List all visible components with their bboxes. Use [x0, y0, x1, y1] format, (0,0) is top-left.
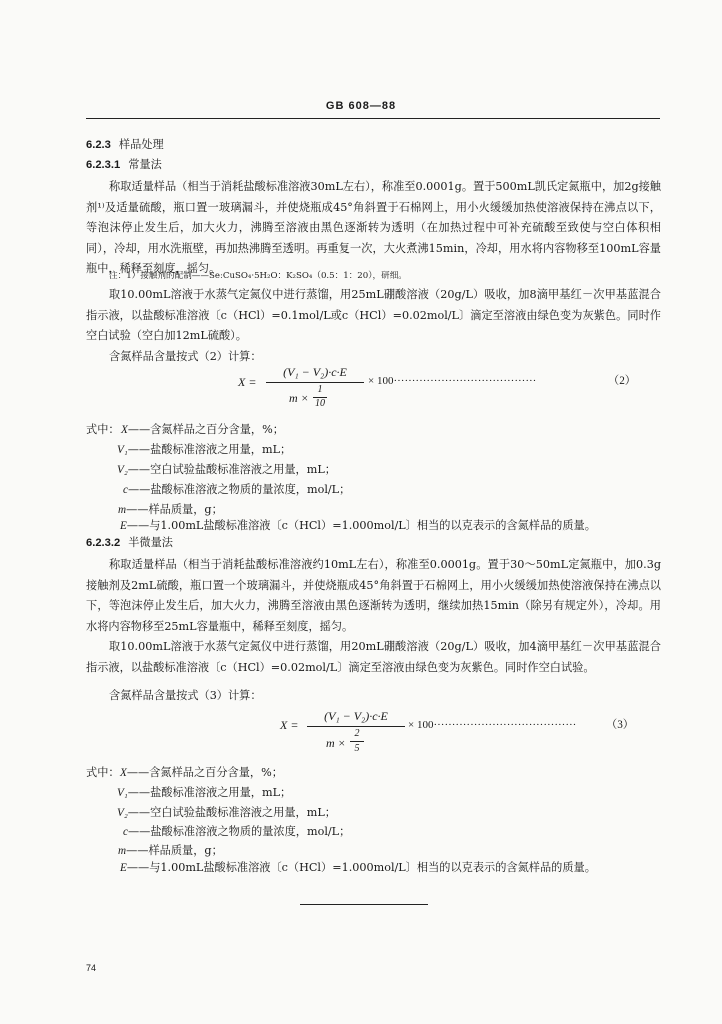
paragraph-distillation-macro: 取10.00mL溶液于水蒸气定氮仪中进行蒸馏，用25mL硼酸溶液（20g/L）吸收，加8滴甲基红－次甲基蓝混合指示液，以盐酸标准溶液〔c（HCl）=0.1mol/L或c（HCl）=0.02mol/L〕滴定至溶液由绿色变为灰紫色。同时作空白试验（空白加12mL硫酸）。	[86, 288, 661, 343]
definition-item: c——盐酸标准溶液之物质的量浓度，mol/L；	[123, 483, 351, 496]
header-rule	[86, 118, 660, 119]
denominator-fraction-denominator: 5	[354, 743, 360, 754]
formula-tail: × 100·······································	[368, 375, 537, 387]
paragraph-procedure-macro: 称取适量样品（相当于消耗盐酸标准溶液30mL左右），称准至0.0001g。置于500mL凯氏定氮瓶中，加2g接触剂¹⁾及适量硫酸，瓶口置一玻璃漏斗，并使烧瓶成45°角斜置于石棉网上，用小火缓缓加热使溶液保持在沸点以下，等泡沫停止发生后，加大火力，沸腾至溶液由黑色逐渐转为透明（在加热过程中可补充硫酸至致使与空白体积相同），冷却，用水洗瓶壁，再加热沸腾至透明。再重复一次，大火煮沸15min，冷却，用水将内容物移至100mL容量瓶中，稀释至刻度，摇匀。	[86, 180, 661, 276]
definition-item: E——与1.00mL盐酸标准溶液〔c（HCl）=1.000mol/L〕相当的以克表示的含氮样品的质量。	[120, 861, 596, 874]
equation-number: （2）	[608, 375, 636, 387]
definition-item: X——含氮样品之百分含量，%；	[120, 766, 283, 779]
fraction-bar	[307, 726, 405, 727]
definition-item: m——样品质量，g；	[118, 844, 223, 857]
formula-intro-2: 含氮样品含量按式（2）计算：	[109, 350, 262, 363]
section-title: 常量法	[128, 158, 162, 171]
formula-numerator: (V₁ − V₂)·c·E	[283, 365, 347, 379]
paragraph-distillation-semimicro: 取10.00mL溶液于水蒸气定氮仪中进行蒸馏，用20mL硼酸溶液（20g/L）吸收，加4滴甲基红－次甲基蓝混合指示液，以盐酸标准溶液〔c（HCl）=0.02mol/L〕滴定至溶液由绿色变为灰紫色。同时作空白试验。	[86, 640, 661, 674]
formula-lhs: X =	[238, 375, 257, 389]
denominator-fraction-numerator: 2	[354, 728, 360, 739]
definition-item: V₂——空白试验盐酸标准溶液之用量，mL；	[117, 463, 336, 476]
definitions-label: 式中：	[86, 766, 120, 779]
section-number: 6.2.3	[86, 139, 111, 151]
formula-lhs: X =	[280, 718, 299, 732]
equation-number: （3）	[606, 719, 634, 731]
document-header: GB 608—88	[325, 100, 397, 112]
section-number: 6.2.3.1	[86, 159, 121, 171]
definition-item: m——样品质量，g；	[118, 503, 223, 516]
section-title: 样品处理	[118, 138, 164, 151]
definition-item: c——盐酸标准溶液之物质的量浓度，mol/L；	[123, 825, 351, 838]
footnote-catalyst: 注：1）接触剂的配制——SeːCuSO₄·5H₂O：K₂SO₄（0.5：1：20），研细。	[109, 271, 407, 281]
section-heading-6-2-3-2	[86, 537, 173, 549]
fraction-bar	[266, 382, 364, 383]
section-heading-6-2-3	[86, 139, 164, 151]
formula-denominator-prefix: m ×	[326, 736, 346, 750]
denominator-fraction-denominator: 10	[315, 398, 325, 409]
formula-intro-3: 含氮样品含量按式（3）计算：	[109, 689, 262, 702]
section-heading-6-2-3-1	[86, 159, 162, 171]
formula-denominator-prefix: m ×	[289, 391, 309, 405]
denominator-fraction-numerator: 1	[317, 384, 323, 395]
section-number: 6.2.3.2	[86, 537, 121, 549]
section-title: 半微量法	[128, 536, 173, 549]
page-number: 74	[86, 963, 97, 973]
formula-numerator: (V₁ − V₂)·c·E	[324, 709, 388, 723]
definition-item: V₁——盐酸标准溶液之用量，mL；	[117, 443, 292, 456]
end-rule	[300, 904, 428, 905]
definition-item: V₂——空白试验盐酸标准溶液之用量，mL；	[117, 806, 336, 819]
inner-fraction-bar	[350, 741, 364, 742]
formula-tail: × 100·······································	[408, 719, 577, 731]
definitions-label: 式中：	[86, 423, 120, 436]
definition-item: V₁——盐酸标准溶液之用量，mL；	[117, 786, 292, 799]
paragraph-procedure-semimicro: 称取适量样品（相当于消耗盐酸标准溶液约10mL左右），称准至0.0001g。置于30～50mL定氮瓶中，加0.3g接触剂及2mL硫酸，瓶口置一个玻璃漏斗，并使烧瓶成45°角斜置于石棉网上，用小火缓缓加热使溶液保持在沸点以下，等泡沫停止发生后，加大火力，沸腾至溶液由黑色逐渐转为透明，继续加热15min（除另有规定外），冷却。用水将内容物移至25mL容量瓶中，稀释至刻度，摇匀。	[86, 558, 661, 633]
definition-item: X——含氮样品之百分含量，%；	[121, 423, 284, 436]
definition-item: E——与1.00mL盐酸标准溶液〔c（HCl）=1.000mol/L〕相当的以克表示的含氮样品的质量。	[120, 519, 596, 532]
